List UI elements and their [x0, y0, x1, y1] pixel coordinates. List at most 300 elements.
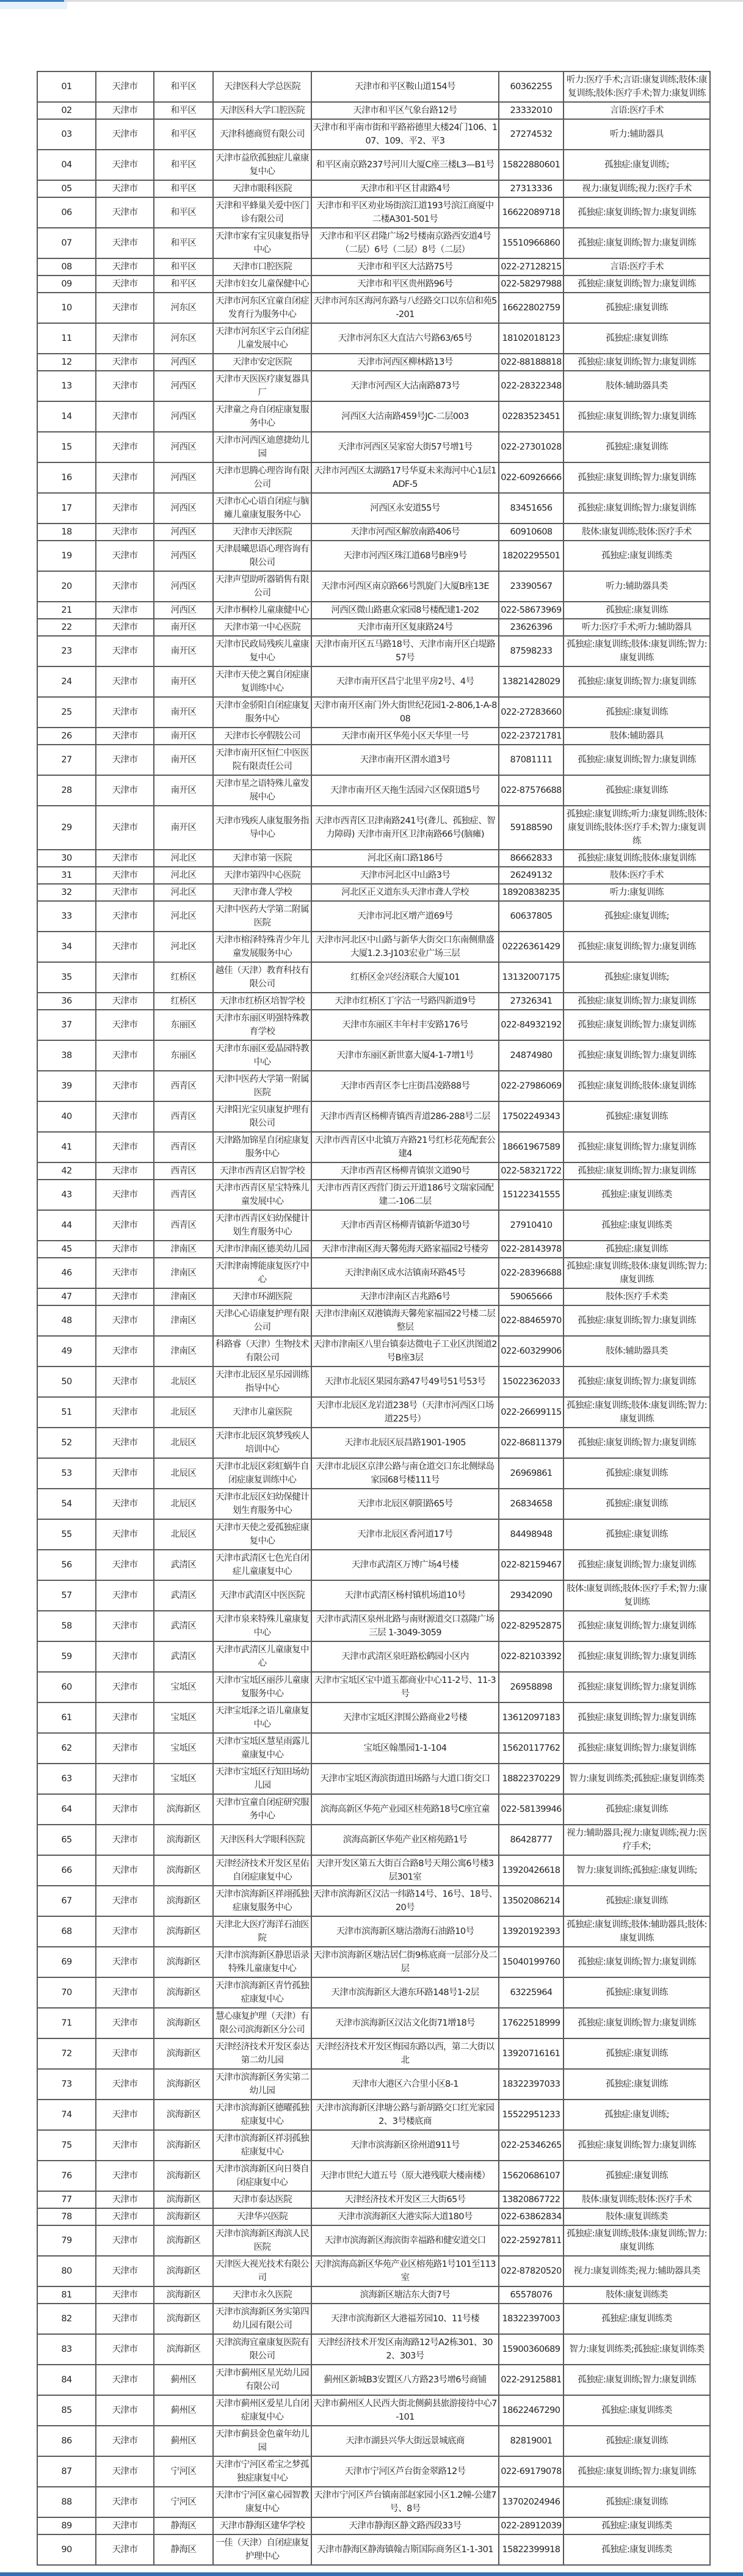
district-cell: 和平区	[154, 180, 213, 197]
phone-cell: 022-87820520	[499, 2256, 564, 2286]
institution-name-cell: 天津医大视光技术有限公司	[213, 2256, 311, 2286]
phone-cell: 022-28322348	[499, 371, 564, 401]
institution-name-cell: 慧心康复护理（天津）有限公司滨海新区分公司	[213, 2008, 311, 2038]
city-cell: 天津市	[96, 2069, 154, 2100]
row-number: 11	[37, 323, 96, 354]
address-cell: 天津市河西区珠江道68号B座9号	[311, 541, 499, 571]
city-cell: 天津市	[96, 2286, 154, 2304]
address-cell: 天津市河西区吴家窑大街57号增1号	[311, 432, 499, 462]
table-row	[37, 2161, 710, 2191]
institution-name-cell: 天津经济技术开发区泰达第二幼儿园	[213, 2038, 311, 2069]
address-cell: 天津市滨海新区大港东环路148号1-2层	[311, 1977, 499, 2008]
phone-cell: 23332010	[499, 102, 564, 119]
services-cell: 孤独症:康复训练	[564, 1489, 710, 1519]
row-number: 08	[37, 258, 96, 275]
row-number: 01	[37, 71, 96, 102]
institution-name-cell: 天津市滨海新区青竹孤独症康复中心	[213, 1977, 311, 2008]
services-cell: 孤独症:康复训练;智力:康复训练	[564, 1550, 710, 1580]
address-cell: 天津市河西区太湖路17号华夏未来海河中心1层1ADF-5	[311, 462, 499, 493]
institution-name-cell: 天津阳光宝贝康复护理有限公司	[213, 1101, 311, 1132]
city-cell: 天津市	[96, 1672, 154, 1702]
district-cell: 河北区	[154, 884, 213, 901]
address-cell: 天津市宝坻区宝中道玉都商业中心11-2号、11-3号	[311, 1672, 499, 1702]
row-number: 66	[37, 1855, 96, 1886]
institution-name-cell: 天津市北辰区星乐园训练指导中心	[213, 1366, 311, 1397]
district-cell: 静海区	[154, 2534, 213, 2565]
city-cell: 天津市	[96, 2517, 154, 2534]
address-cell: 天津市滨海新区塘沽渤海石油路10号	[311, 1916, 499, 1947]
table-row	[37, 2286, 710, 2304]
institution-name-cell: 天津市星之语特殊儿童发展中心	[213, 775, 311, 806]
phone-cell: 87081111	[499, 745, 564, 775]
city-cell: 天津市	[96, 1794, 154, 1825]
city-cell: 天津市	[96, 1336, 154, 1366]
district-cell: 滨海新区	[154, 2225, 213, 2256]
row-number: 53	[37, 1458, 96, 1489]
address-cell: 天津市和平南市街和平路裕德里大楼24门106、107、109、平2、平3	[311, 119, 499, 150]
institution-name-cell: 天津市桐柃儿童康健中心	[213, 602, 311, 619]
city-cell: 天津市	[96, 2395, 154, 2426]
table-row	[37, 1764, 710, 1794]
row-number: 14	[37, 401, 96, 432]
institution-name-cell: 天津市东丽区爱晶园特教中心	[213, 1040, 311, 1071]
phone-cell: 23390567	[499, 571, 564, 602]
row-number: 27	[37, 745, 96, 775]
table-row	[37, 2191, 710, 2208]
district-cell: 滨海新区	[154, 1825, 213, 1855]
address-cell: 天津市北辰区龙岩道238号（天津市河西区口场道225号）	[311, 1397, 499, 1428]
row-number: 67	[37, 1886, 96, 1916]
phone-cell: 13920426618	[499, 1855, 564, 1886]
table-row	[37, 1132, 710, 1162]
city-cell: 天津市	[96, 2225, 154, 2256]
institution-name-cell: 天津市宝坻区行知田场幼儿园	[213, 1764, 311, 1794]
institution-name-cell: 天津市滨海新区务实第二幼儿园	[213, 2069, 311, 2100]
services-cell: 肢体:康复训练;肢体:医疗手术	[564, 2191, 710, 2208]
table-row	[37, 867, 710, 884]
row-number: 84	[37, 2365, 96, 2395]
row-number: 73	[37, 2069, 96, 2100]
table-row	[37, 1101, 710, 1132]
district-cell: 南开区	[154, 636, 213, 666]
phone-cell: 022-63862834	[499, 2208, 564, 2225]
phone-cell: 13612097183	[499, 1702, 564, 1733]
table-row	[37, 2365, 710, 2395]
address-cell: 河西区微山路惠众家园8号楼配建1-202	[311, 602, 499, 619]
services-cell: 孤独症:康复训练;智力:康复训练	[564, 354, 710, 371]
city-cell: 天津市	[96, 993, 154, 1010]
table-row	[37, 371, 710, 401]
row-number: 21	[37, 602, 96, 619]
address-cell: 河北区正义道东头天津市聋人学校	[311, 884, 499, 901]
row-number: 70	[37, 1977, 96, 2008]
institution-name-cell: 天津北大医疗海洋石油医院	[213, 1916, 311, 1947]
address-cell: 宝坻区翰墨园1-1-104	[311, 1733, 499, 1764]
services-cell: 孤独症:康复训练;智力:康复训练	[564, 1947, 710, 1977]
row-number: 26	[37, 728, 96, 745]
phone-cell: 59065666	[499, 1288, 564, 1305]
district-cell: 武清区	[154, 1550, 213, 1580]
table-row	[37, 119, 710, 150]
city-cell: 天津市	[96, 1550, 154, 1580]
city-cell: 天津市	[96, 1458, 154, 1489]
institution-name-cell: 天津市天医医疗康复器具厂	[213, 371, 311, 401]
table-row	[37, 1672, 710, 1702]
institution-name-cell: 天津市安定医院	[213, 354, 311, 371]
table-row	[37, 1258, 710, 1288]
services-cell: 孤独症:康复训练;智力:康复训练	[564, 1428, 710, 1458]
services-cell: 肢体:辅助器具	[564, 728, 710, 745]
address-cell: 天津市滨海新区大港实际大道180号	[311, 2208, 499, 2225]
table-row	[37, 2130, 710, 2161]
address-cell: 天津市滨海新区津塘公路与新胡路交口红光家园2、3号楼底商	[311, 2100, 499, 2130]
city-cell: 天津市	[96, 962, 154, 993]
phone-cell: 15040199760	[499, 1947, 564, 1977]
table-row	[37, 275, 710, 293]
district-cell: 滨海新区	[154, 2256, 213, 2286]
table-row	[37, 962, 710, 993]
district-cell: 滨海新区	[154, 2130, 213, 2161]
address-cell: 天津市东丽区新世嘉大厦4-1-7增1号	[311, 1040, 499, 1071]
city-cell: 天津市	[96, 197, 154, 228]
table-row	[37, 1733, 710, 1764]
city-cell: 天津市	[96, 2304, 154, 2334]
services-cell: 视力:康复训练;视力:医疗手术	[564, 180, 710, 197]
services-cell: 孤独症:康复训练	[564, 323, 710, 354]
table-row	[37, 1162, 710, 1180]
table-row	[37, 2208, 710, 2225]
services-cell: 孤独症:康复训练;智力:康复训练	[564, 1010, 710, 1040]
phone-cell: 022-27283660	[499, 697, 564, 728]
address-cell: 河西区大沽南路459号JC-二层003	[311, 401, 499, 432]
row-number: 12	[37, 354, 96, 371]
address-cell: 天津市武清区泉旺路松鹤园小区内	[311, 1641, 499, 1672]
institution-name-cell: 天津市第一医院	[213, 850, 311, 867]
table-row	[37, 993, 710, 1010]
table-row	[37, 180, 710, 197]
phone-cell: 13820867722	[499, 2191, 564, 2208]
phone-cell: 27910410	[499, 1210, 564, 1241]
services-cell: 肢体:辅助器具类	[564, 1336, 710, 1366]
row-number: 13	[37, 371, 96, 401]
district-cell: 滨海新区	[154, 2304, 213, 2334]
services-cell: 孤独症:康复训练;肢体:康复训练	[564, 850, 710, 867]
services-cell: 孤独症:康复训练	[564, 2426, 710, 2456]
phone-cell: 26958898	[499, 1672, 564, 1702]
address-cell: 天津市南开区华苑小区天华里一号	[311, 728, 499, 745]
table-row	[37, 401, 710, 432]
row-number: 56	[37, 1550, 96, 1580]
table-row	[37, 745, 710, 775]
row-number: 75	[37, 2130, 96, 2161]
district-cell: 宁河区	[154, 2456, 213, 2487]
services-cell: 孤独症:康复训练;智力:康复训练	[564, 1366, 710, 1397]
phone-cell: 022-58139946	[499, 1794, 564, 1825]
address-cell: 天津市津南区吉兆路6号	[311, 1288, 499, 1305]
address-cell: 天津市武清区泉州北路与南财源道交口荔隆广场三层 1-3049-3059	[311, 1611, 499, 1641]
district-cell: 和平区	[154, 275, 213, 293]
address-cell: 天津经济技术开发区悔园东路以西，第二大街以北	[311, 2038, 499, 2069]
phone-cell: 022-25927811	[499, 2225, 564, 2256]
row-number: 64	[37, 1794, 96, 1825]
city-cell: 天津市	[96, 1132, 154, 1162]
institution-name-cell: 天津市北辰区妇幼保健计划生育服务中心	[213, 1489, 311, 1519]
phone-cell: 18622467290	[499, 2395, 564, 2426]
district-cell: 滨海新区	[154, 2161, 213, 2191]
city-cell: 天津市	[96, 697, 154, 728]
address-cell: 和平区南京路237号河川大厦C座三楼L3—B1号	[311, 150, 499, 180]
services-cell: 肢体:辅助器具类	[564, 371, 710, 401]
services-cell: 孤独症:康复训练;智力:康复训练	[564, 1702, 710, 1733]
address-cell: 天津市湖县兴华大街远景城底商	[311, 2426, 499, 2456]
district-cell: 滨海新区	[154, 1916, 213, 1947]
district-cell: 北辰区	[154, 1428, 213, 1458]
institution-name-cell: 天津市静海区建华学校	[213, 2517, 311, 2534]
row-number: 46	[37, 1258, 96, 1288]
district-cell: 河东区	[154, 293, 213, 323]
row-number: 20	[37, 571, 96, 602]
institution-name-cell: 天津市第一中心医院	[213, 619, 311, 636]
services-cell: 听力:辅助器具类	[564, 571, 710, 602]
phone-cell: 17502249343	[499, 1101, 564, 1132]
table-row	[37, 354, 710, 371]
services-cell: 肢体:康复训练类	[564, 2208, 710, 2225]
services-cell: 孤独症:康复训练;智力:康复训练	[564, 493, 710, 524]
institution-name-cell: 天津市北辰区彩虹蜗牛自闭症康复训练中心	[213, 1458, 311, 1489]
phone-cell: 022-28912039	[499, 2517, 564, 2534]
row-number: 58	[37, 1611, 96, 1641]
address-cell: 天津市北辰区朝阳路65号	[311, 1489, 499, 1519]
services-cell: 孤独症:康复训练;肢体:辅助器具;肢体:康复训练	[564, 1916, 710, 1947]
address-cell: 天津市和平区气象台路12号	[311, 102, 499, 119]
district-cell: 和平区	[154, 228, 213, 258]
city-cell: 天津市	[96, 2256, 154, 2286]
table-row	[37, 2256, 710, 2286]
phone-cell: 15122341555	[499, 1180, 564, 1210]
district-cell: 河北区	[154, 932, 213, 962]
institution-name-cell: 天津市心心语自闭症与脑瘫儿童康复服务中心	[213, 493, 311, 524]
services-cell: 孤独症:康复训练;智力:康复训练	[564, 1040, 710, 1071]
district-cell: 河西区	[154, 571, 213, 602]
address-cell: 天津市西青区杨柳青镇西青道286-288号二层	[311, 1101, 499, 1132]
phone-cell: 17622518999	[499, 2008, 564, 2038]
institution-name-cell: 天津市益欣孤独症儿童康复中心	[213, 150, 311, 180]
city-cell: 天津市	[96, 867, 154, 884]
city-cell: 天津市	[96, 1397, 154, 1428]
institution-name-cell: 天津市残疾人康复服务指导中心	[213, 806, 311, 850]
table-row	[37, 1855, 710, 1886]
institution-name-cell: 天津市武清区中医医院	[213, 1580, 311, 1611]
address-cell: 天津市南开区南门外大街世纪花园1-2-806,1-A-808	[311, 697, 499, 728]
city-cell: 天津市	[96, 1288, 154, 1305]
institution-name-cell: 天津市宁河区童心园智教康复中心	[213, 2487, 311, 2517]
services-cell: 孤独症:康复训练;智力:康复训练	[564, 197, 710, 228]
city-cell: 天津市	[96, 602, 154, 619]
table-row	[37, 2100, 710, 2130]
services-cell: 孤独症:康复训练;智力:康复训练	[564, 401, 710, 432]
institution-name-cell: 天津声望助听器销售有限公司	[213, 571, 311, 602]
row-number: 62	[37, 1733, 96, 1764]
institution-name-cell: 天津中医药大学第二附属医院	[213, 901, 311, 932]
district-cell: 滨海新区	[154, 1977, 213, 2008]
top-bar	[0, 0, 743, 2]
city-cell: 天津市	[96, 323, 154, 354]
address-cell: 河北区南口路186号	[311, 850, 499, 867]
services-cell: 孤独症:康复训练	[564, 775, 710, 806]
city-cell: 天津市	[96, 1641, 154, 1672]
district-cell: 宁河区	[154, 2487, 213, 2517]
institution-name-cell: 天津市眼科医院	[213, 180, 311, 197]
row-number: 60	[37, 1672, 96, 1702]
services-cell: 肢体:医疗手术	[564, 867, 710, 884]
services-cell: 听力:医疗手术;听力:辅助器具	[564, 619, 710, 636]
phone-cell: 60362255	[499, 71, 564, 102]
table-row	[37, 493, 710, 524]
city-cell: 天津市	[96, 1489, 154, 1519]
city-cell: 天津市	[96, 619, 154, 636]
phone-cell: 27313336	[499, 180, 564, 197]
city-cell: 天津市	[96, 150, 154, 180]
services-cell: 孤独症:康复训练;智力:康复训练	[564, 462, 710, 493]
row-number: 07	[37, 228, 96, 258]
row-number: 28	[37, 775, 96, 806]
institution-table-container	[37, 71, 711, 2566]
district-cell: 南开区	[154, 728, 213, 745]
institution-name-cell: 天津市滨海新区海滨人民医院	[213, 2225, 311, 2256]
institution-name-cell: 天津市滨海新区德曜孤独症康复中心	[213, 2100, 311, 2130]
phone-cell: 02226361429	[499, 932, 564, 962]
address-cell: 红桥区金兴经济联合大厦101	[311, 962, 499, 993]
address-cell: 天津市宁河区芦台镇南部赵家园小区1.2幢-公建7号、8号	[311, 2487, 499, 2517]
institution-name-cell: 天津市第四中心医院	[213, 867, 311, 884]
city-cell: 天津市	[96, 258, 154, 275]
table-row	[37, 2517, 710, 2534]
phone-cell: 022-82952875	[499, 1611, 564, 1641]
row-number: 31	[37, 867, 96, 884]
table-row	[37, 462, 710, 493]
table-row	[37, 1611, 710, 1641]
district-cell: 南开区	[154, 745, 213, 775]
address-cell: 天津市大港区六合里小区8-1	[311, 2069, 499, 2100]
city-cell: 天津市	[96, 102, 154, 119]
address-cell: 天津市河北区中山路与新华大街交口东南侧鼎盛大厦1.2.3-J103宏业广场三层	[311, 932, 499, 962]
phone-cell: 26969861	[499, 1458, 564, 1489]
city-cell: 天津市	[96, 1241, 154, 1258]
phone-cell: 23626396	[499, 619, 564, 636]
phone-cell: 022-88188818	[499, 354, 564, 371]
row-number: 78	[37, 2208, 96, 2225]
institution-name-cell: 天津市河东区宇云自闭症儿童发展中心	[213, 323, 311, 354]
district-cell: 武清区	[154, 1580, 213, 1611]
phone-cell: 022-58673969	[499, 602, 564, 619]
services-cell: 听力:辅助器具	[564, 119, 710, 150]
city-cell: 天津市	[96, 524, 154, 541]
table-row	[37, 1550, 710, 1580]
phone-cell: 022-28143978	[499, 1241, 564, 1258]
row-number: 74	[37, 2100, 96, 2130]
district-cell: 滨海新区	[154, 2334, 213, 2365]
address-cell: 天津市宝坻区海滨街道田场路与大道口街交口	[311, 1764, 499, 1794]
district-cell: 西青区	[154, 1132, 213, 1162]
phone-cell: 022-82159467	[499, 1550, 564, 1580]
row-number: 79	[37, 2225, 96, 2256]
address-cell: 天津市和平区贵州路96号	[311, 275, 499, 293]
phone-cell: 13821428029	[499, 666, 564, 697]
row-number: 50	[37, 1366, 96, 1397]
phone-cell: 83451656	[499, 493, 564, 524]
phone-cell: 18920838235	[499, 884, 564, 901]
row-number: 48	[37, 1305, 96, 1336]
table-row	[37, 1288, 710, 1305]
institution-name-cell: 天津市妇女儿童保健中心	[213, 275, 311, 293]
services-cell: 智力:康复训练类;孤独症:康复训练类	[564, 2334, 710, 2365]
phone-cell: 022-58321722	[499, 1162, 564, 1180]
services-cell: 孤独症:康复训练;智力:康复训练	[564, 1611, 710, 1641]
services-cell: 孤独症:康复训练;智力:康复训练	[564, 666, 710, 697]
institution-name-cell: 天津市滨海新区祥羽孤独症康复中心	[213, 2130, 311, 2161]
row-number: 81	[37, 2286, 96, 2304]
address-cell: 天津市西青区杨柳青镇新华道30号	[311, 1210, 499, 1241]
services-cell: 孤独症:康复训练	[564, 697, 710, 728]
institution-name-cell: 天津科德商贸有限公司	[213, 119, 311, 150]
institution-name-cell: 天津宝坻泽之语儿童康复中心	[213, 1702, 311, 1733]
services-cell: 孤独症:康复训练	[564, 1977, 710, 2008]
services-cell: 言语:医疗手术	[564, 102, 710, 119]
services-cell: 孤独症:康复训练;智力:康复训练	[564, 1672, 710, 1702]
district-cell: 西青区	[154, 1071, 213, 1101]
district-cell: 津南区	[154, 1258, 213, 1288]
city-cell: 天津市	[96, 2456, 154, 2487]
district-cell: 西青区	[154, 1101, 213, 1132]
services-cell: 孤独症:康复训练;智力:康复训练	[564, 1733, 710, 1764]
row-number: 47	[37, 1288, 96, 1305]
institution-name-cell: 天津市环湖医院	[213, 1288, 311, 1305]
address-cell: 天津市北辰区香河道17号	[311, 1519, 499, 1550]
district-cell: 滨海新区	[154, 2100, 213, 2130]
institution-name-cell: 天津市滨海新区静思语录特殊儿童康复中心	[213, 1947, 311, 1977]
row-number: 15	[37, 432, 96, 462]
row-number: 68	[37, 1916, 96, 1947]
institution-name-cell: 天津市宝坻区丽莎儿童康复服务中心	[213, 1672, 311, 1702]
institution-name-cell: 天津心心语康复护理有限公司	[213, 1305, 311, 1336]
address-cell: 蓟州区新城B3安置区八方路23号增6号商铺	[311, 2365, 499, 2395]
institution-name-cell: 天津市聋人学校	[213, 884, 311, 901]
city-cell: 天津市	[96, 1101, 154, 1132]
row-number: 18	[37, 524, 96, 541]
services-cell: 孤独症:康复训练;肢体:康复训练;智力:康复训练	[564, 636, 710, 666]
phone-cell: 022-27128215	[499, 258, 564, 275]
tab-highlight	[0, 2, 67, 9]
address-cell: 天津市东丽区丰年村丰安路176号	[311, 1010, 499, 1040]
institution-name-cell: 天津市天津医院	[213, 524, 311, 541]
services-cell: 孤独症:康复训练;肢体:康复训练;智力:康复训练	[564, 2225, 710, 2256]
table-row	[37, 636, 710, 666]
district-cell: 河西区	[154, 541, 213, 571]
city-cell: 天津市	[96, 884, 154, 901]
row-number: 51	[37, 1397, 96, 1428]
phone-cell: 15822399918	[499, 2534, 564, 2565]
table-row	[37, 1519, 710, 1550]
phone-cell: 86428777	[499, 1825, 564, 1855]
city-cell: 天津市	[96, 2426, 154, 2456]
phone-cell: 022-84932192	[499, 1010, 564, 1040]
services-cell: 孤独症:康复训练	[564, 2487, 710, 2517]
services-cell: 孤独症:康复训练;肢体:康复训练;智力:康复训练	[564, 1397, 710, 1428]
table-row	[37, 293, 710, 323]
institution-name-cell: 天津市金骄阳自闭症康复服务中心	[213, 697, 311, 728]
institution-name-cell: 天津市河西区迪蒽捷幼儿园	[213, 432, 311, 462]
address-cell: 天津市西青区卫津南路241号(聋儿、孤独症、智力障碍) 天津市南开区卫津南路66号(脑瘫)	[311, 806, 499, 850]
